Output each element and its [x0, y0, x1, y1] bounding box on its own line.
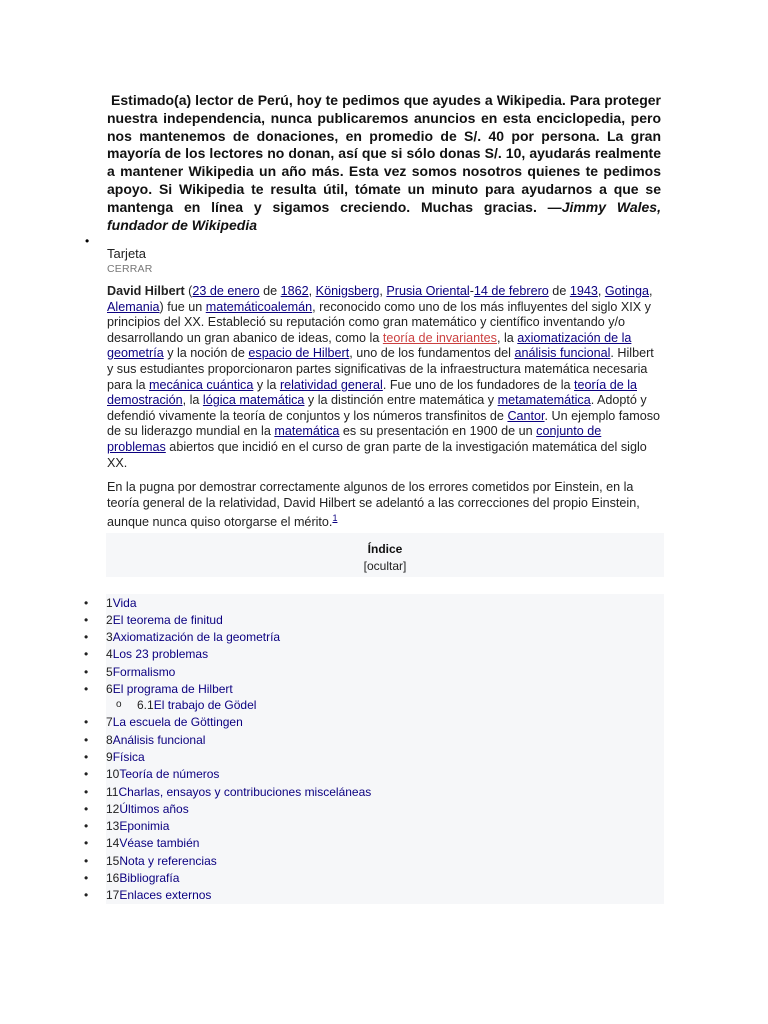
card-title: Tarjeta: [107, 246, 147, 261]
toc-item-number: 5: [106, 665, 113, 679]
link-konigsberg[interactable]: Königsberg: [315, 284, 380, 298]
bullet-icon: •: [84, 613, 89, 627]
bullet-icon: •: [84, 715, 89, 729]
toc-item[interactable]: [84, 785, 372, 799]
toc-item-label: Análisis funcional: [112, 733, 206, 747]
toc-item-label: Axiomatización de la geometría: [112, 630, 281, 644]
toc-item-label: Charlas, ensayos y contribuciones misceláneas: [118, 785, 372, 799]
toc-item[interactable]: [84, 750, 145, 764]
toc-list: [84, 594, 664, 904]
text-run: . Un ejemplo famoso de su liderazgo mundial en la: [107, 408, 661, 439]
text-run: , la: [182, 393, 203, 408]
text-run: es su presentación en 1900 de un: [339, 424, 537, 439]
toc-subitem[interactable]: [116, 698, 257, 712]
fundraising-appeal: [107, 92, 661, 234]
toc-item-number: 3: [106, 630, 113, 644]
text-run: ,: [597, 284, 605, 298]
link-mecanica-cuantica[interactable]: mecánica cuántica: [149, 377, 254, 392]
toc-item[interactable]: [84, 665, 176, 679]
bullet-icon: •: [84, 836, 89, 850]
toc-toggle-button[interactable]: [ocultar]: [363, 559, 407, 573]
text-run: ) fue un: [159, 299, 206, 314]
text-run: , reconocido como uno de los más influyentes del siglo XIX y principios del XX. Estableció su reputación como gran matemático y científico inventando y/o desarrollando un gran abanico de ideas, como la: [107, 299, 651, 345]
toc-item-label: Física: [112, 750, 145, 764]
text-run: . Fue uno de los fundadores de la: [382, 377, 574, 392]
toc-item-label: Los 23 problemas: [112, 647, 209, 661]
toc-item[interactable]: [84, 871, 180, 885]
link-relatividad-general[interactable]: relatividad general: [279, 377, 383, 392]
toc-item[interactable]: [84, 733, 206, 747]
toc-item-number: 12: [106, 802, 120, 816]
toc-item-label: Vida: [112, 596, 137, 610]
text-run: (: [184, 284, 193, 298]
text-run: , uno de los fundamentos del: [349, 346, 515, 361]
link-death-year[interactable]: 1943: [569, 284, 598, 298]
toc-item-number: 14: [106, 836, 120, 850]
toc-item-number: 1: [106, 596, 113, 610]
toc-item[interactable]: [84, 630, 281, 644]
toc-item-number: 7: [106, 715, 113, 729]
text-run: , la: [496, 330, 518, 345]
link-espacio-de-hilbert[interactable]: espacio de Hilbert: [248, 346, 350, 361]
toc-item-number: 8: [106, 733, 113, 747]
toc-item-label: El teorema de finitud: [112, 613, 223, 627]
link-cantor[interactable]: Cantor: [507, 408, 545, 423]
toc-item[interactable]: [84, 715, 243, 729]
link-matematico-aleman[interactable]: matemáticoalemán: [205, 299, 313, 314]
toc-item[interactable]: [84, 767, 220, 781]
link-analisis-funcional[interactable]: análisis funcional: [514, 346, 611, 361]
toc-item-number: 9: [106, 750, 113, 764]
text-run: de: [548, 284, 570, 298]
toc-item-number: 17: [106, 888, 120, 902]
link-teoria-de-invariantes[interactable]: teoría de invariantes: [382, 330, 497, 345]
link-teoria-de-la-demostracion[interactable]: teoría de la demostración: [107, 377, 638, 408]
toc-item-number: 2: [106, 613, 113, 627]
link-prusia-oriental[interactable]: Prusia Oriental: [386, 284, 470, 298]
toc-item[interactable]: [84, 854, 217, 868]
text-run: . Adoptó y defendió vivamente la teoría de conjuntos y los números transfinitos de: [107, 393, 647, 423]
text-run: ,: [648, 284, 653, 298]
toc-item-number: 11: [106, 785, 119, 799]
toc-item-number: 6: [106, 682, 113, 696]
toc-item-label: Teoría de números: [119, 767, 220, 781]
card-close-button[interactable]: CERRAR: [107, 263, 153, 275]
link-death-date[interactable]: 14 de febrero: [473, 284, 549, 298]
text-run: . Hilbert y sus estudiantes proporcionaron partes significativas de la infraestructura matemática necesaria para la: [107, 346, 654, 392]
link-logica-matematica[interactable]: lógica matemática: [202, 393, 305, 408]
bullet-icon: •: [84, 854, 89, 868]
toc-item-label: Véase también: [119, 836, 200, 850]
text-run: y la distinción entre matemática y: [304, 393, 498, 408]
bullet-icon: •: [84, 647, 89, 661]
toc-header: [106, 533, 664, 577]
bullet-icon: •: [84, 750, 89, 764]
bullet-icon: •: [84, 767, 89, 781]
article-subject: David Hilbert: [107, 284, 185, 298]
toc-item-number: 6.1: [137, 698, 154, 712]
toc-item[interactable]: [84, 613, 223, 627]
card-bullet: •: [85, 234, 90, 248]
bullet-icon: •: [84, 819, 89, 833]
paragraph-text: En la pugna por demostrar correctamente algunos de los errores cometidos por Einstein, en la teoría general de la relatividad, David Hilbert se adelantó a las correcciones del propio Einstein, aunque nunca quiso otorgarse el mérito.: [107, 480, 640, 530]
text-run: de: [259, 284, 281, 298]
text-run: ,: [308, 284, 316, 298]
toc-item-label: Formalismo: [112, 665, 176, 679]
bullet-icon: •: [84, 596, 89, 610]
intro-paragraph: [107, 284, 662, 471]
toc-item-label: Enlaces externos: [119, 888, 212, 902]
link-metamatematica[interactable]: metamatemática: [497, 393, 591, 408]
toc-item[interactable]: [84, 836, 200, 850]
toc-title: Índice: [367, 542, 403, 556]
toc-item-label: Bibliografía: [119, 871, 180, 885]
text-run: -: [469, 284, 474, 298]
text-run: abiertos que incidió en el curso de gran parte de la investigación matemática del siglo XX.: [107, 439, 647, 470]
toc-item[interactable]: [84, 647, 209, 661]
toc-item-label: Nota y referencias: [119, 854, 217, 868]
toc-item[interactable]: [84, 888, 212, 902]
toc-item-number: 10: [106, 767, 120, 781]
toc-item-label: El trabajo de Gödel: [153, 698, 257, 712]
toc-item[interactable]: [84, 682, 233, 696]
text-run: y la noción de: [163, 346, 249, 361]
bullet-icon: •: [84, 733, 89, 747]
bullet-icon: •: [84, 802, 89, 816]
toc-item[interactable]: [84, 819, 170, 833]
link-birth-date[interactable]: 23 de enero: [192, 284, 260, 298]
link-gotinga[interactable]: Gotinga: [604, 284, 649, 298]
link-matematica[interactable]: matemática: [274, 424, 340, 439]
toc-item-label: El programa de Hilbert: [112, 682, 233, 696]
text-run: ,: [379, 284, 387, 298]
link-birth-year[interactable]: 1862: [280, 284, 309, 298]
toc-item-number: 13: [106, 819, 120, 833]
text-run: y la: [253, 377, 280, 392]
einstein-paragraph: [107, 480, 662, 531]
link-conjunto-de-problemas[interactable]: conjunto de problemas: [107, 424, 602, 454]
bullet-icon: •: [84, 630, 89, 644]
toc-item-label: Últimos años: [119, 802, 189, 816]
bullet-icon: •: [84, 682, 89, 696]
bullet-icon: •: [84, 888, 89, 902]
circle-bullet-icon: o: [116, 699, 122, 710]
link-alemania[interactable]: Alemania: [107, 299, 160, 314]
reference-link[interactable]: 1: [332, 513, 338, 524]
toc-item-label: La escuela de Göttingen: [112, 715, 243, 729]
toc-item-number: 15: [106, 854, 120, 868]
bullet-icon: •: [84, 665, 89, 679]
toc-item-number: 16: [106, 871, 120, 885]
toc-item[interactable]: [84, 596, 137, 610]
toc-item-label: Eponimia: [119, 819, 170, 833]
appeal-text: Estimado(a) lector de Perú, hoy te pedimos que ayudes a Wikipedia. Para proteger nuestra independencia, nunca publicaremos anuncios en esta enciclopedia, pero nos mantenemos de donaciones, en promedio de S/. 40 por persona. La gran mayoría de los lectores no donan, así que si sólo donas S/. 10, ayudarás realmente a mantener Wikipedia un año más. Esta vez somos nosotros quienes te pedimos apoyo. Si Wikipedia te resulta útil, tómate un minuto para ayudarnos a que se mantenga en línea y sigamos creciendo. Muchas gracias. —: [107, 92, 662, 215]
bullet-icon: •: [84, 785, 89, 799]
bullet-icon: •: [84, 871, 89, 885]
link-axiomatizacion-geometria[interactable]: axiomatización de la geometría: [107, 330, 632, 361]
toc-item-number: 4: [106, 647, 113, 661]
appeal-signature: Jimmy Wales, fundador de Wikipedia: [107, 198, 661, 233]
toc-item[interactable]: [84, 802, 189, 816]
